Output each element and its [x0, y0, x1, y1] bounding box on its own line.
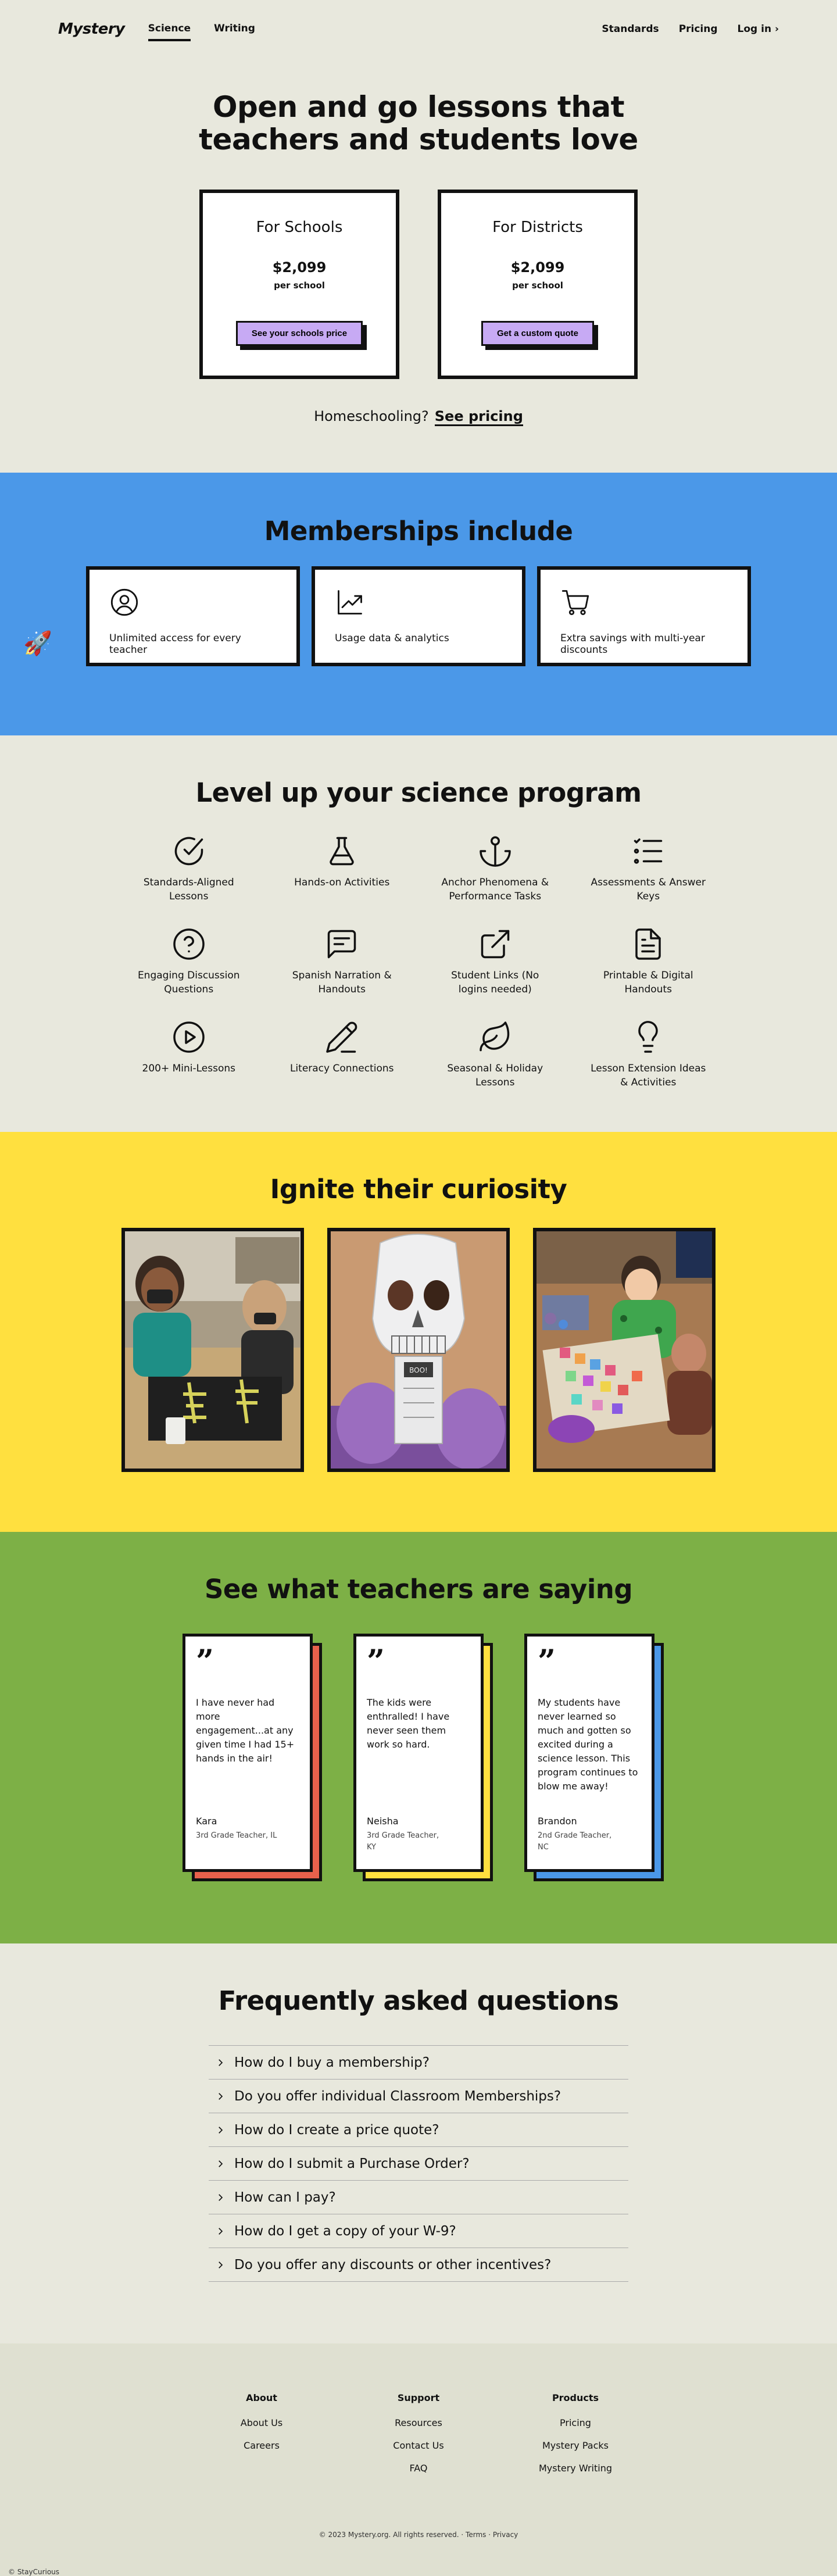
- nav-link-writing[interactable]: Writing: [214, 23, 255, 34]
- faq-section: [0, 1943, 837, 2343]
- membership-card-text: Unlimited access for every teacher: [109, 633, 241, 656]
- faq-question: How do I create a price quote?: [234, 2122, 439, 2138]
- feature-label: Spanish Narration & Handouts: [292, 970, 392, 995]
- classroom-illustration: [125, 1231, 301, 1469]
- nav-link-science[interactable]: Science: [148, 23, 191, 41]
- chevron-right-icon: [209, 2192, 232, 2203]
- faq-item[interactable]: [209, 2214, 628, 2248]
- file-text-icon: [631, 927, 666, 962]
- skull-mask-photo: [327, 1228, 510, 1472]
- feature-item: [112, 927, 266, 996]
- feature-item: [572, 1020, 725, 1089]
- footer-column-support: [381, 2392, 456, 2485]
- footer-link-careers[interactable]: Careers: [244, 2440, 280, 2451]
- ignite-section: [0, 1132, 837, 1532]
- logo[interactable]: Mystery: [58, 20, 125, 38]
- levelup-title: Level up your science program: [195, 777, 642, 808]
- feature-item: [112, 1020, 266, 1089]
- membership-card-text: Extra savings with multi-year discounts: [560, 633, 705, 656]
- footer-link-pricing[interactable]: Pricing: [560, 2417, 591, 2428]
- hero-title-line2: teachers and students: [199, 123, 571, 156]
- trending-up-icon: [335, 587, 365, 617]
- feature-item: [112, 834, 266, 903]
- check-circle-icon: [171, 834, 206, 869]
- see-pricing-link[interactable]: See pricing: [435, 408, 523, 426]
- kids-playing-illustration: [536, 1231, 712, 1469]
- hero-title: [0, 91, 837, 156]
- faq-question: How can I pay?: [234, 2189, 336, 2205]
- feature-label: Assessments & Answer Keys: [591, 877, 706, 902]
- list-icon: [631, 834, 666, 869]
- testimonial-name: Kara: [196, 1816, 217, 1827]
- price-card-unit: per school: [512, 280, 563, 291]
- shopping-cart-icon: [560, 587, 591, 617]
- play-circle-icon: [171, 1020, 206, 1055]
- nav-links: [148, 17, 255, 41]
- chevron-right-icon: [209, 2260, 232, 2270]
- testimonial-card: [183, 1634, 313, 1872]
- testimonial-name: Brandon: [538, 1816, 577, 1827]
- footer-link-faq[interactable]: FAQ: [409, 2463, 428, 2474]
- price-card-unit: per school: [274, 280, 325, 291]
- testimonial-text: My students have never learned so much and gotten so excited during a science lesson. This program continues to blow me away!: [538, 1697, 638, 1792]
- faq-item[interactable]: [209, 2147, 628, 2181]
- kids-playing-photo: [533, 1228, 716, 1472]
- faq-question: Do you offer individual Classroom Memberships?: [234, 2088, 561, 2104]
- flask-icon: [324, 834, 359, 869]
- feature-item: [419, 834, 572, 903]
- membership-cards: [0, 566, 837, 666]
- faq-item[interactable]: [209, 2080, 628, 2113]
- ignite-title: Ignite their curiosity: [270, 1174, 567, 1205]
- classroom-skeleton-activity-photo: [121, 1228, 304, 1472]
- membership-card: [537, 566, 751, 666]
- price-card-title: For Schools: [256, 219, 343, 236]
- feature-label: Anchor Phenomena & Performance Tasks: [441, 877, 549, 902]
- feature-label: Standards-Aligned Lessons: [143, 877, 234, 902]
- leaf-icon: [478, 1020, 513, 1055]
- testimonials-title: See what teachers are saying: [204, 1574, 633, 1605]
- faq-list: [209, 2045, 628, 2282]
- testimonial-cards: [0, 1634, 837, 1880]
- nav-right: [602, 23, 779, 35]
- footer-column-title: About: [246, 2392, 277, 2403]
- feature-item: [266, 834, 419, 903]
- memberships-title: Memberships include: [264, 516, 573, 546]
- feature-item: [572, 834, 725, 903]
- quote-mark-icon: ”: [367, 1642, 385, 1680]
- faq-item[interactable]: [209, 2248, 628, 2282]
- footer: [0, 2343, 837, 2576]
- footer-link-contact-us[interactable]: Contact Us: [393, 2440, 444, 2451]
- price-card-schools: [199, 190, 399, 379]
- top-nav: [0, 0, 837, 58]
- feature-item: [419, 927, 572, 996]
- levelup-section: [0, 735, 837, 1132]
- membership-card: [86, 566, 300, 666]
- quote-mark-icon: ”: [538, 1642, 556, 1680]
- faq-question: Do you offer any discounts or other incentives?: [234, 2257, 552, 2273]
- feature-label: 200+ Mini-Lessons: [142, 1063, 235, 1074]
- feature-label: Student Links (No logins needed): [451, 970, 539, 995]
- price-card-price: $2,099: [510, 259, 565, 276]
- testimonial-card: [353, 1634, 484, 1872]
- footer-link-mystery-packs[interactable]: Mystery Packs: [542, 2440, 609, 2451]
- feature-label: Engaging Discussion Questions: [137, 970, 240, 995]
- chevron-right-icon: [209, 2057, 232, 2068]
- login-link[interactable]: Log in ›: [737, 23, 779, 35]
- skull-mask-illustration: [331, 1231, 506, 1469]
- nav-link-standards[interactable]: Standards: [602, 23, 659, 35]
- testimonial: [524, 1634, 654, 1880]
- chevron-right-icon: [209, 2125, 232, 2135]
- copyright: © 2023 Mystery.org. All rights reserved. · Terms · Privacy: [319, 2531, 518, 2539]
- chevron-right-icon: [209, 2091, 232, 2102]
- faq-question: How do I get a copy of your W-9?: [234, 2223, 456, 2239]
- feature-item: [266, 927, 419, 996]
- nav-link-pricing[interactable]: Pricing: [678, 23, 718, 35]
- footer-link-mystery-writing[interactable]: Mystery Writing: [539, 2463, 612, 2474]
- testimonial: [183, 1634, 313, 1880]
- testimonial-role: 3rd Grade Teacher, KY: [367, 1831, 439, 1852]
- message-square-icon: [324, 927, 359, 962]
- hero-title-love: love: [570, 123, 638, 156]
- testimonial-card: [524, 1634, 654, 1872]
- lightbulb-icon: [631, 1020, 666, 1055]
- chevron-right-icon: [209, 2226, 232, 2236]
- see-schools-price-button[interactable]: See your schools price: [236, 321, 363, 346]
- testimonial-text: The kids were enthralled! I have never seen them work so hard.: [367, 1697, 450, 1750]
- memberships-section: [0, 473, 837, 735]
- testimonials-section: [0, 1532, 837, 1943]
- mask-badge-text: BOO!: [409, 1366, 428, 1374]
- external-link-icon: [478, 927, 513, 962]
- feature-label: Printable & Digital Handouts: [603, 970, 693, 995]
- feature-item: [419, 1020, 572, 1089]
- testimonial-role: 2nd Grade Teacher, NC: [538, 1831, 612, 1852]
- footer-columns: [0, 2343, 837, 2485]
- faq-item[interactable]: [209, 2113, 628, 2147]
- hero-title-line1: Open and go lessons that: [212, 90, 625, 124]
- price-card-districts: [438, 190, 638, 379]
- anchor-icon: [478, 834, 513, 869]
- faq-item[interactable]: [209, 2046, 628, 2080]
- testimonial-name: Neisha: [367, 1816, 399, 1827]
- footer-column-products: [538, 2392, 613, 2485]
- feature-item: [572, 927, 725, 996]
- get-custom-quote-button[interactable]: Get a custom quote: [481, 321, 594, 346]
- feature-grid: [112, 834, 725, 1089]
- homeschool-text: Homeschooling?: [314, 408, 429, 424]
- feature-label: Hands-on Activities: [294, 877, 390, 888]
- rocket-icon: 🚀: [23, 630, 52, 657]
- testimonial-role: 3rd Grade Teacher, IL: [196, 1831, 277, 1840]
- pencil-icon: [324, 1020, 359, 1055]
- price-card-title: For Districts: [492, 219, 583, 236]
- faq-question: How do I buy a membership?: [234, 2055, 430, 2070]
- faq-item[interactable]: [209, 2181, 628, 2214]
- footer-column-title: Products: [552, 2392, 599, 2403]
- price-card-price: $2,099: [272, 259, 327, 276]
- photo-row: [0, 1228, 837, 1472]
- testimonial-text: I have never had more engagement...at any given time I had 15+ hands in the air!: [196, 1697, 295, 1764]
- faq-question: How do I submit a Purchase Order?: [234, 2156, 470, 2171]
- help-circle-icon: [171, 927, 206, 962]
- price-cards: [0, 190, 837, 379]
- quote-mark-icon: ”: [196, 1642, 214, 1680]
- feature-item: [266, 1020, 419, 1089]
- feature-label: Literacy Connections: [289, 1063, 394, 1074]
- feature-label: Seasonal & Holiday Lessons: [447, 1063, 543, 1088]
- credit: © StayCurious: [8, 2568, 60, 2576]
- hero-section: [0, 58, 837, 473]
- faq-title: Frequently asked questions: [218, 1985, 619, 2016]
- footer-column-title: Support: [397, 2392, 440, 2403]
- testimonial: [353, 1634, 484, 1880]
- user-circle-icon: [109, 587, 140, 617]
- footer-link-resources[interactable]: Resources: [395, 2417, 442, 2428]
- footer-column-about: [224, 2392, 299, 2485]
- feature-label: Lesson Extension Ideas & Activities: [591, 1063, 706, 1088]
- footer-link-about-us[interactable]: About Us: [240, 2417, 283, 2428]
- chevron-right-icon: [209, 2159, 232, 2169]
- membership-card-text: Usage data & analytics: [335, 633, 449, 644]
- membership-card: [312, 566, 525, 666]
- homeschool-line: [0, 408, 837, 424]
